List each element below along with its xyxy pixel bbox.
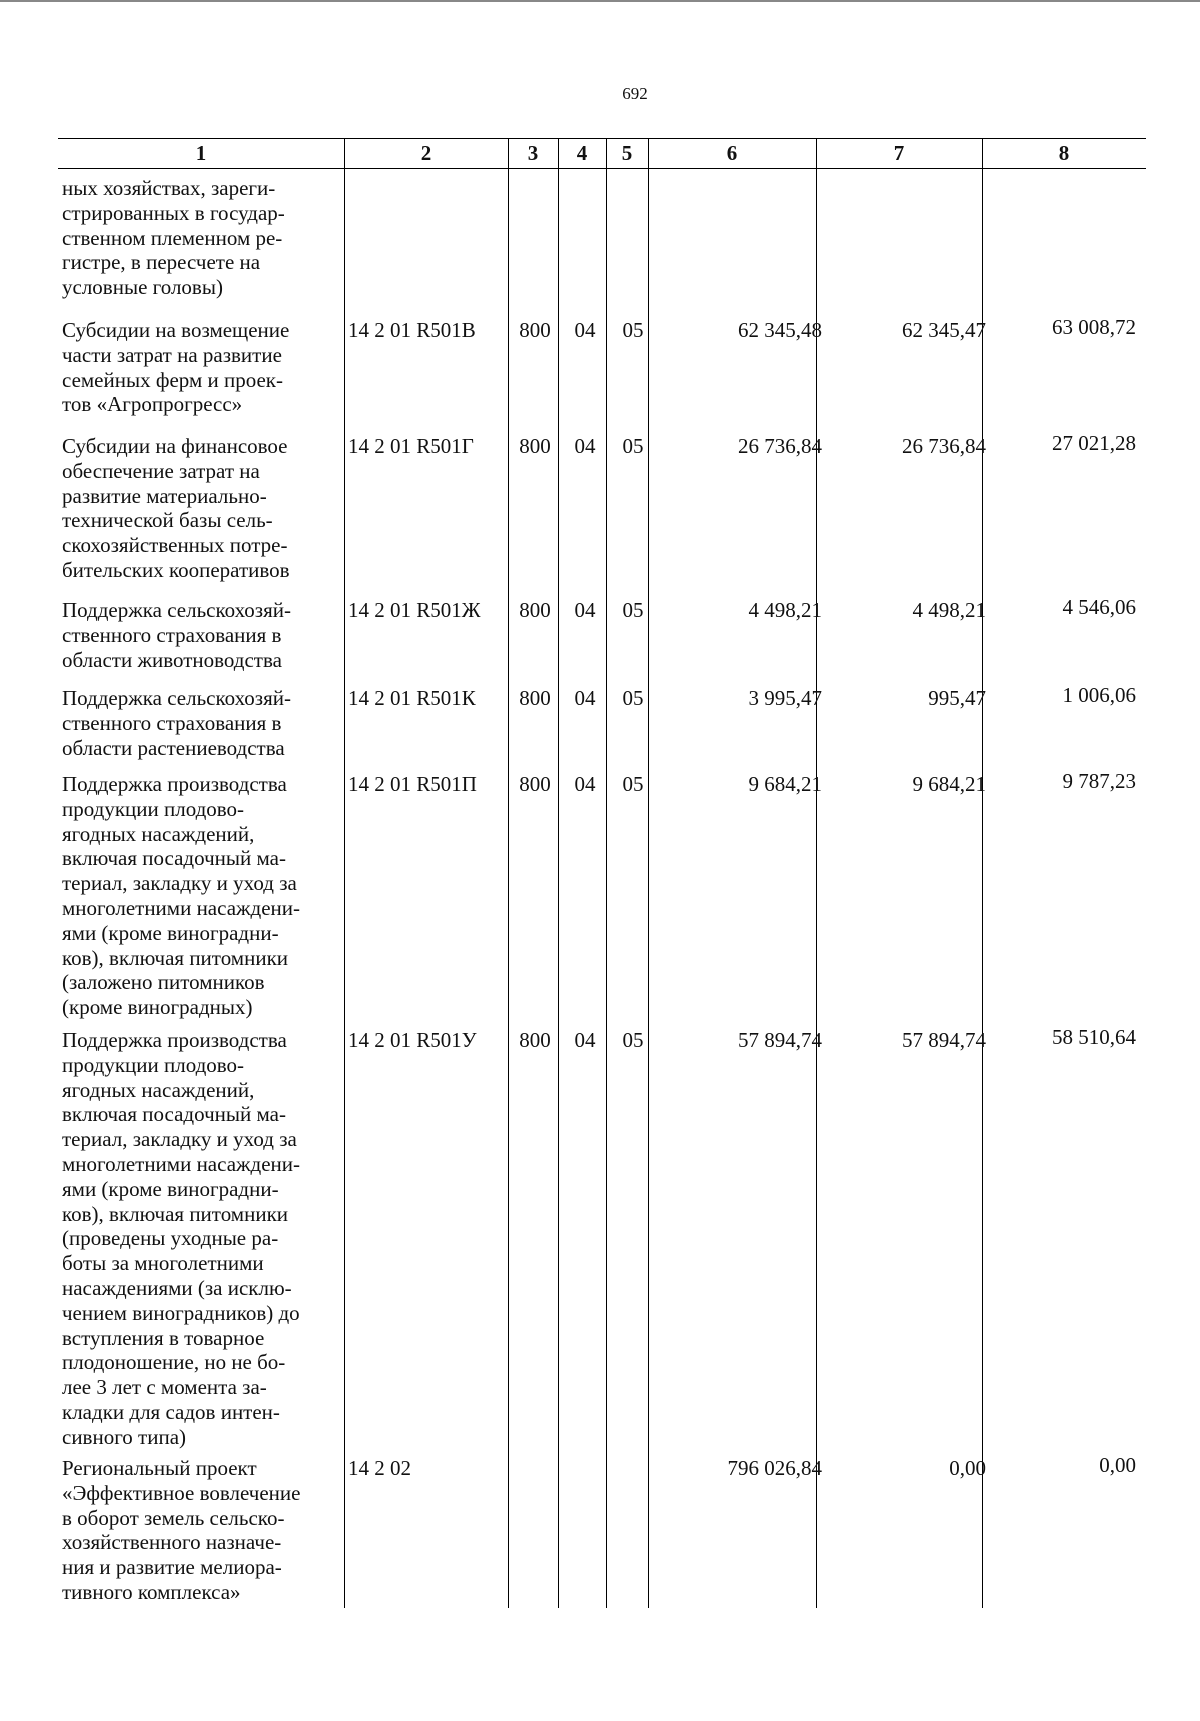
- row-col-4: 04: [574, 1028, 596, 1052]
- row-value-8: 27 021,28: [1052, 431, 1136, 455]
- row-value-6: 57 894,74: [738, 1028, 822, 1052]
- row-value-8: 1 006,06: [1062, 683, 1136, 707]
- row-value-6: 4 498,21: [748, 598, 822, 622]
- header-col-5: 5: [621, 141, 633, 165]
- row-value-6: 26 736,84: [738, 434, 822, 458]
- col-divider-4: [606, 138, 607, 1608]
- row-value-7: 26 736,84: [902, 434, 986, 458]
- row-description: [62, 1456, 344, 1605]
- row-description: [62, 318, 344, 417]
- header-col-2: 2: [420, 141, 432, 165]
- row-value-7: 9 684,21: [912, 772, 986, 796]
- row-description-text: Поддержка производства продукции плодово- ягодных насаждений, включая посадочный ма- териал, закладку и уход за многолетними насаждени- ями (кроме виноградни- ков), включая питомники (заложено питомников (кроме виноградных): [62, 772, 301, 1020]
- row-value-6: 9 684,21: [748, 772, 822, 796]
- row-code: 14 2 02: [348, 1456, 411, 1480]
- col-divider-5: [648, 138, 649, 1608]
- header-col-6: 6: [726, 141, 738, 165]
- row-col-4: 04: [574, 686, 596, 710]
- row-description-text: Поддержка сельскохозяй- ственного страхования в области растениеводства: [62, 686, 291, 760]
- row-code: 14 2 01 R501П: [348, 772, 477, 796]
- row-description-text: Региональный проект «Эффективное вовлечение в оборот земель сельско- хозяйственного назначе- ния и развитие мелиора- тивного комплекса»: [62, 1456, 301, 1604]
- row-value-6: 796 026,84: [727, 1456, 822, 1480]
- row-value-7: 0,00: [949, 1456, 986, 1480]
- row-description-text: Поддержка сельскохозяй- ственного страхования в области животноводства: [62, 598, 291, 672]
- col-divider-7: [982, 138, 983, 1608]
- row-col-4: 04: [574, 318, 596, 342]
- row-description-text: Субсидии на финансовое обеспечение затрат на развитие материально- технической базы сель- скохозяйственных потре- бительских кооперативов: [62, 434, 290, 582]
- row-col-3: 800: [519, 686, 551, 710]
- header-col-3: 3: [527, 141, 539, 165]
- row-value-7: 995,47: [928, 686, 986, 710]
- col-divider-1: [344, 138, 345, 1608]
- col-divider-2: [508, 138, 509, 1608]
- row-value-8: 4 546,06: [1062, 595, 1136, 619]
- row-col-3: 800: [519, 318, 551, 342]
- row-code: 14 2 01 R501У: [348, 1028, 477, 1052]
- row-col-4: 04: [574, 598, 596, 622]
- header-col-8: 8: [1058, 141, 1070, 165]
- row-value-7: 62 345,47: [902, 318, 986, 342]
- row-col-5: 05: [622, 318, 644, 342]
- row-description-text: ных хозяйствах, зареги- стрированных в государ- ственном племенном ре- гистре, в пересчете на условные головы): [62, 176, 285, 300]
- row-col-3: 800: [519, 434, 551, 458]
- row-value-8: 63 008,72: [1052, 315, 1136, 339]
- row-value-6: 3 995,47: [748, 686, 822, 710]
- row-value-8: 0,00: [1099, 1453, 1136, 1477]
- row-col-5: 05: [622, 598, 644, 622]
- col-divider-3: [558, 138, 559, 1608]
- row-description: [62, 598, 344, 672]
- row-description-text: Субсидии на возмещение части затрат на развитие семейных ферм и проек- тов «Агропрогресс»: [62, 318, 290, 417]
- row-value-7: 57 894,74: [902, 1028, 986, 1052]
- row-description: [62, 434, 344, 583]
- row-code: 14 2 01 R501Ж: [348, 598, 481, 622]
- row-col-3: 800: [519, 772, 551, 796]
- page-number: 692: [622, 84, 648, 103]
- header-col-4: 4: [576, 141, 588, 165]
- budget-table: [58, 138, 1146, 1608]
- top-border: [0, 0, 1200, 2]
- col-divider-6: [816, 138, 817, 1608]
- row-description-text: Поддержка производства продукции плодово- ягодных насаждений, включая посадочный ма- териал, закладку и уход за многолетними насаждени- ями (кроме виноградни- ков), включая питомники (проведены уходные ра- боты за многолетними насаждениями (за исклю- чением виноградников) до вступления в товарное плодоношение, но не бо- лее 3 лет с момента за- кладки для садов интен- сивного типа): [62, 1028, 301, 1449]
- row-value-8: 58 510,64: [1052, 1025, 1136, 1049]
- row-col-4: 04: [574, 772, 596, 796]
- row-description: [62, 1028, 344, 1450]
- row-col-5: 05: [622, 686, 644, 710]
- row-description: [62, 176, 344, 300]
- row-value-6: 62 345,48: [738, 318, 822, 342]
- row-col-5: 05: [622, 1028, 644, 1052]
- row-description: [62, 772, 344, 1020]
- header-col-1: 1: [195, 141, 207, 165]
- row-value-7: 4 498,21: [912, 598, 986, 622]
- row-col-3: 800: [519, 598, 551, 622]
- row-code: 14 2 01 R501Г: [348, 434, 474, 458]
- row-col-5: 05: [622, 434, 644, 458]
- row-code: 14 2 01 R501К: [348, 686, 476, 710]
- row-description: [62, 686, 344, 760]
- row-value-8: 9 787,23: [1062, 769, 1136, 793]
- row-col-3: 800: [519, 1028, 551, 1052]
- row-col-5: 05: [622, 772, 644, 796]
- row-col-4: 04: [574, 434, 596, 458]
- row-code: 14 2 01 R501В: [348, 318, 476, 342]
- header-col-7: 7: [893, 141, 905, 165]
